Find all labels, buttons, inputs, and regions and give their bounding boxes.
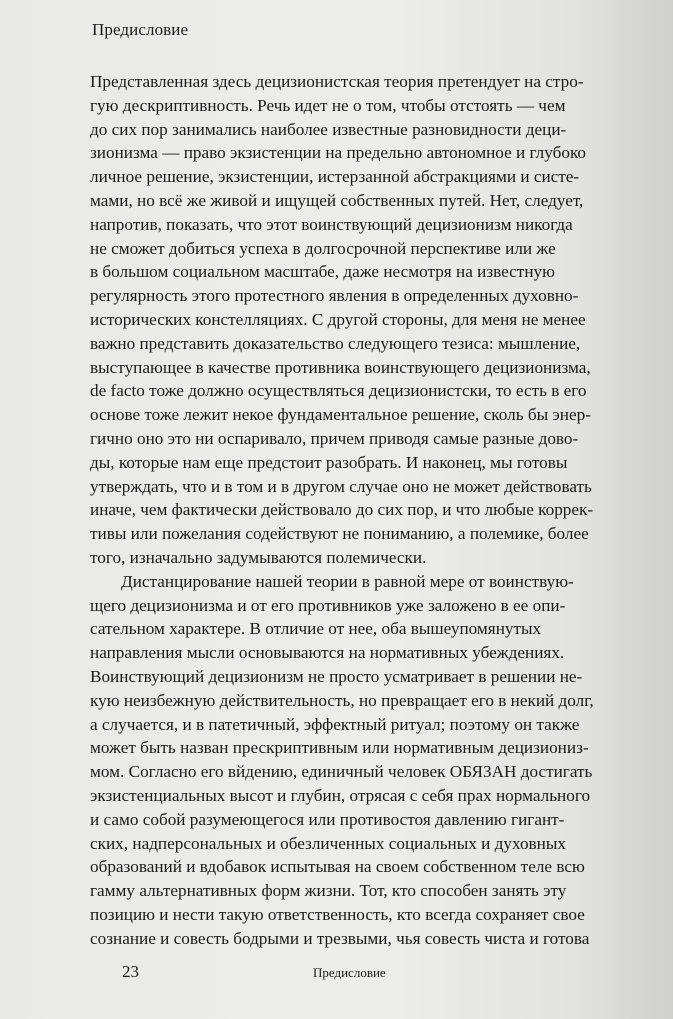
text-line: до сих пор занимались наиболее известные разновидности деци- xyxy=(90,119,567,139)
text-line: регулярность этого протестного явления в определенных духовно- xyxy=(90,286,579,306)
text-line: гично оно это ни оспаривало, причем приводя самые разные дово- xyxy=(90,428,579,448)
text-line: в большом социальном масштабе, даже несмотря на известную xyxy=(90,262,555,282)
page-footer xyxy=(0,962,673,986)
text-line: позицию и нести такую ответственность, кто всегда сохраняет свое xyxy=(90,904,585,924)
text-line: сознание и совесть бодрыми и трезвыми, чья совесть чиста и готова xyxy=(90,928,590,948)
text-line: Воинствующий децизионизм не просто усматривает в решении не- xyxy=(90,666,583,686)
text-line: мами, но всё же живой и ищущей собственных путей. Нет, следует, xyxy=(90,190,584,210)
text-line: Представленная здесь децизионистская теория претендует на стро- xyxy=(90,72,584,91)
text-line: экзистенциальных высот и глубин, отрясая с себя прах нормального xyxy=(90,785,591,805)
paragraph xyxy=(90,570,630,951)
body-text xyxy=(90,70,630,950)
text-line: кую неизбежную действительность, но превращает его в некий долг, xyxy=(90,690,594,710)
footer-title: Предисловие xyxy=(313,965,386,980)
text-line: мом. Согласно его вйдению, единичный человек ОБЯЗАН достигать xyxy=(90,762,593,782)
running-header: Предисловие xyxy=(92,20,189,39)
text-line: может быть назван прескриптивным или нормативным децизиониз- xyxy=(90,738,589,758)
text-line: тивы или пожелания содействуют не пониманию, а полемике, более xyxy=(90,524,589,544)
text-line: сательном характере. В отличие от нее, оба вышеупомянутых xyxy=(90,619,542,639)
text-line: Дистанцирование нашей теории в равной мере от воинствую- xyxy=(121,571,574,591)
paragraph xyxy=(90,70,630,570)
page-number: 23 xyxy=(122,962,139,981)
text-line: de facto тоже должно осуществляться децизионистски, то есть в его xyxy=(90,381,587,401)
text-line: ских, надперсональных и обезличенных социальных и духовных xyxy=(90,833,566,853)
text-line: основе тоже лежит некое фундаментальное решение, сколь бы энер- xyxy=(90,405,591,425)
text-line: личное решение, экзистенции, истерзанной абстракциями и систе- xyxy=(90,167,580,187)
text-line: и само собой разумеющегося или противостоя давлению гигант- xyxy=(90,809,565,829)
text-line: ды, которые нам еще предстоит разобрать. И наконец, мы готовы xyxy=(90,452,568,472)
text-line: напротив, показать, что этот воинствующий децизионизм никогда xyxy=(90,214,573,234)
text-line: щего децизионизма и от его противников уже заложено в ее опи- xyxy=(90,595,566,615)
text-line: выступающее в качестве противника воинствующего децизионизма, xyxy=(90,357,591,377)
text-line: гую дескриптивность. Речь идет не о том, чтобы отстоять — чем xyxy=(90,95,566,115)
text-line: утверждать, что и в том и в другом случае оно не может действовать xyxy=(90,476,592,496)
text-line: гамму альтернативных форм жизни. Тот, кто способен занять эту xyxy=(90,881,567,901)
text-line: не сможет добиться успеха в долгосрочной перспективе или же xyxy=(90,238,556,258)
text-line: а случается, и в патетичный, эффектный ритуал; поэтому он также xyxy=(90,714,580,734)
text-line: того, изначально задумываются полемически. xyxy=(90,547,427,567)
text-line: иначе, чем фактически действовало до сих пор, и что любые коррек- xyxy=(90,500,594,520)
text-line: образований и вдобавок испытывая на своем собственном теле всю xyxy=(90,857,585,877)
text-line: важно представить доказательство следующего тезиса: мышление, xyxy=(90,333,581,353)
text-line: исторических констелляциях. С другой стороны, для меня не менее xyxy=(90,309,586,329)
text-line: направления мысли основываются на нормативных убеждениях. xyxy=(90,643,565,663)
text-line: зионизма — право экзистенции на предельно автономное и глубоко xyxy=(90,143,587,163)
